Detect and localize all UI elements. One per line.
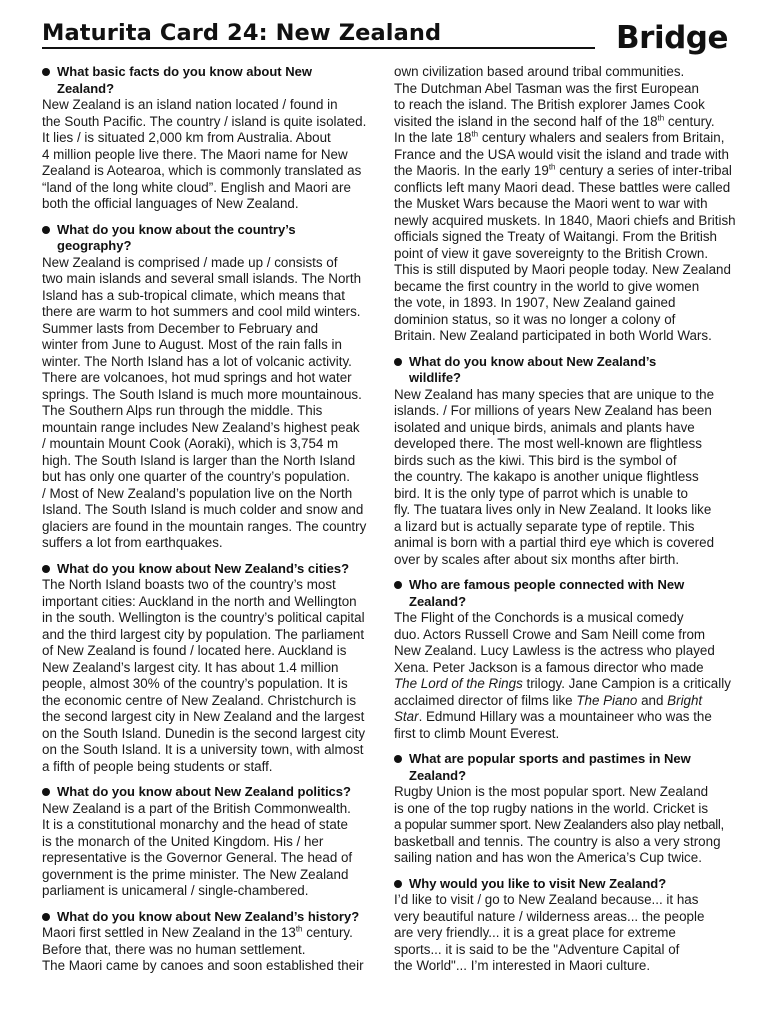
question-text: What basic facts do you know about New — [57, 64, 312, 79]
text-line: Rugby Union is the most popular sport. New Zealand — [394, 784, 709, 799]
text-line: New Zealand. Lucy Lawless is the actress who played — [394, 643, 715, 658]
text-line: This is still disputed by Maori people today. New Zealand — [394, 262, 731, 277]
question-basic-facts — [42, 64, 376, 97]
right-column — [394, 64, 736, 975]
answer-visit — [394, 892, 730, 975]
question-text: Zealand? — [57, 80, 115, 96]
text-line: Island has a sub-tropical climate, which means that — [42, 287, 345, 303]
bullet-icon — [42, 788, 50, 796]
text-line — [394, 676, 730, 693]
question-text: What do you know about New Zealand’s — [409, 353, 657, 369]
text-line: birds such as the kiwi. This bird is the symbol of — [394, 452, 677, 468]
text-line: own civilization based around tribal communities. — [394, 64, 685, 79]
text-line: the economic centre of New Zealand. Christchurch is — [42, 692, 357, 708]
question-famous-people — [394, 577, 730, 610]
question-cities — [42, 561, 376, 578]
text-line: sailing nation and has won the America’s Cup twice. — [394, 850, 702, 865]
text-line: Xena. Peter Jackson is a famous director who made — [394, 659, 704, 675]
text-line: winter from June to August. Most of the rain falls in — [42, 337, 342, 352]
text-line — [42, 925, 376, 942]
left-column — [42, 64, 376, 975]
text-line: th — [471, 129, 479, 139]
card-header — [42, 16, 728, 60]
text-line: parliament is unicameral / single-chambered. — [42, 883, 309, 898]
answer-politics — [42, 801, 376, 900]
text-line: / mountain Mount Cook (Aoraki), which is 3,754 m — [42, 436, 339, 451]
question-visit — [394, 876, 730, 893]
bullet-icon — [394, 880, 402, 888]
text-line: The Maori came by canoes and soon established their — [42, 958, 364, 973]
question-wildlife — [394, 354, 730, 387]
text-line: of New Zealand is found / located here. Auckland is — [42, 643, 347, 658]
text-line: Before that, there was no human settlement. — [42, 941, 306, 957]
text-line: suffers a lot from earthquakes. — [42, 535, 223, 550]
question-geography — [42, 222, 376, 255]
text-line: It is a constitutional monarchy and the head of state — [42, 817, 348, 832]
text-line: people, almost 30% of the country’s population. It is — [42, 676, 348, 691]
text-line: developed there. The most well-known are flightless — [394, 436, 702, 451]
text-line: The Southern Alps run through the middle. This — [42, 403, 323, 418]
answer-famous-people — [394, 610, 730, 742]
text-line: islands. / For millions of years New Zealand has been — [394, 403, 712, 418]
bullet-icon — [394, 358, 402, 366]
text-line: New Zealand has many species that are unique to the — [394, 386, 715, 402]
text-line: are very friendly... it is a great place for extreme — [394, 925, 676, 940]
answer-basic-facts — [42, 97, 376, 213]
answer-wildlife — [394, 387, 730, 569]
text-line: century a series of inter-tribal — [555, 163, 732, 178]
answer-history-start — [42, 925, 376, 975]
question-text: wildlife? — [409, 370, 461, 385]
text-line: glaciers are found in the mountain ranges. The country — [42, 518, 367, 534]
text-line — [394, 709, 730, 726]
question-text: What do you know about New Zealand’s cities? — [57, 560, 350, 576]
answer-cities — [42, 577, 376, 775]
text-line — [394, 130, 730, 147]
question-history — [42, 909, 376, 926]
text-line: officials signed the Treaty of Waitangi. From the British — [394, 229, 718, 244]
text-line: point of view it gave sovereignty to the British Crown. — [394, 245, 709, 261]
text-line: th — [657, 113, 665, 123]
text-line: century. — [302, 925, 353, 940]
text-line: In the late 18 — [394, 130, 472, 145]
text-line: important cities: Auckland in the north and Wellington — [42, 593, 357, 609]
text-line — [394, 114, 730, 131]
text-line — [394, 693, 730, 710]
text-line: on the South Island. Dunedin is the second largest city — [42, 725, 366, 741]
text-line: “land of the long white cloud”. English and Maori are — [42, 179, 351, 195]
text-line: Bright — [667, 692, 703, 708]
text-line: is the monarch of the United Kingdom. His / her — [42, 833, 324, 849]
text-line: The Flight of the Conchords is a musical comedy — [394, 610, 684, 625]
question-text: Why would you like to visit New Zealand? — [409, 875, 667, 891]
answer-history-continued — [394, 64, 736, 345]
text-line: Island. The South Island is much colder and snow and — [42, 502, 364, 517]
text-line: New Zealand is comprised / made up / consists of — [42, 254, 338, 270]
text-line: winter. The North Island has a lot of volcanic activity. — [42, 353, 352, 369]
bullet-icon — [42, 913, 50, 921]
text-line: bird. It is the only type of parrot which is unable to — [394, 485, 689, 501]
question-text: What are popular sports and pastimes in New — [409, 751, 691, 766]
text-line: became the first country in the world to give women — [394, 278, 700, 294]
text-line: The Piano — [576, 692, 638, 708]
question-text: geography? — [57, 238, 132, 253]
text-line: isolated and unique birds, animals and plants have — [394, 419, 695, 435]
title-underline — [42, 47, 595, 49]
text-line: very beautiful nature / wilderness areas... the people — [394, 908, 705, 924]
text-line: on the South Island. It is a university town, with almost — [42, 742, 364, 757]
text-line: There are volcanoes, hot mud springs and hot water — [42, 370, 352, 385]
text-line: The North Island boasts two of the country’s most — [42, 577, 336, 592]
brand-logo: Bridge — [616, 20, 728, 56]
text-line: a fifth of people being students or staff. — [42, 758, 273, 774]
text-line: the second largest city in New Zealand and the largest — [42, 709, 365, 724]
text-line: conflicts left many Maori dead. These battles were called — [394, 179, 731, 195]
text-line: animal is born with a partial third eye which is covered — [394, 535, 715, 550]
text-line: is one of the top rugby nations in the world. Cricket is — [394, 800, 709, 816]
question-text: Zealand? — [409, 593, 467, 609]
question-text: What do you know about New Zealand politics? — [57, 784, 351, 799]
text-line: Summer lasts from December to February and — [42, 320, 319, 336]
text-line: first to climb Mount Everest. — [394, 725, 560, 741]
text-line: government is the prime minister. The New Zealand — [42, 866, 349, 882]
text-line: the Maoris. In the early 19 — [394, 163, 549, 178]
text-line: over by scales after about six months after birth. — [394, 551, 680, 567]
text-line: It lies / is situated 2,000 km from Australia. About — [42, 130, 331, 145]
text-line: representative is the Governor General. The head of — [42, 850, 353, 865]
text-line: sports... it is said to be the "Adventure Capital of — [394, 941, 680, 957]
text-line: high. The South Island is larger than the North Island — [42, 452, 356, 468]
text-line: century. — [664, 113, 715, 129]
question-text: Zealand? — [409, 767, 467, 783]
text-line: New Zealand is a part of the British Commonwealth. — [42, 800, 351, 816]
text-line — [394, 163, 730, 180]
text-line: 4 million people live there. The Maori name for New — [42, 146, 348, 162]
text-line: the World"... I’m interested in Maori culture. — [394, 958, 651, 973]
text-line: the Musket Wars because the Maori went to war with — [394, 196, 708, 211]
page-title: Maturita Card 24: New Zealand — [42, 20, 442, 46]
question-text: Who are famous people connected with New — [409, 577, 685, 592]
answer-geography — [42, 255, 376, 552]
text-line: two main islands and several small islands. The North — [42, 271, 362, 286]
text-line: The Dutchman Abel Tasman was the first European — [394, 80, 699, 96]
text-line: Zealand is Aotearoa, which is commonly translated as — [42, 163, 362, 178]
question-sports — [394, 751, 730, 784]
text-line: / Most of New Zealand’s population live on the North — [42, 485, 353, 501]
text-line: in the south. Wellington is the country’s political capital — [42, 610, 365, 625]
bullet-icon — [42, 68, 50, 76]
text-line: Maori first settled in New Zealand in the 13 — [42, 925, 296, 940]
text-line: mountain range includes New Zealand’s highest peak — [42, 419, 360, 435]
text-line: th — [548, 162, 556, 172]
text-line: fly. The tuatara lives only in New Zealand. It looks like — [394, 502, 712, 517]
text-line: visited the island in the second half of the 18 — [394, 113, 658, 129]
text-line: basketball and tennis. The country is also a very strong — [394, 833, 721, 849]
text-line: Star — [394, 709, 419, 724]
text-line: New Zealand is an island nation located / found in — [42, 97, 338, 112]
text-line: duo. Actors Russell Crowe and Sam Neill come from — [394, 626, 706, 642]
text-line: newly acquired muskets. In 1840, Maori chiefs and British — [394, 212, 736, 228]
text-line: century whalers and sealers from Britain, — [478, 130, 725, 145]
bullet-icon — [394, 755, 402, 763]
text-line: trilogy. Jane Campion is a critically — [522, 676, 731, 691]
text-line: the country. The kakapo is another unique flightless — [394, 469, 699, 484]
text-line: and the third largest city by population. The parliament — [42, 626, 365, 642]
bullet-icon — [42, 565, 50, 573]
text-line: there are warm to hot summers and cool mild winters. — [42, 304, 361, 319]
text-line: The Lord of the Rings — [394, 676, 523, 691]
text-line: and — [637, 692, 668, 708]
text-line: I’d like to visit / go to New Zealand because... it has — [394, 892, 699, 907]
text-line: . Edmund Hillary was a mountaineer who was the — [418, 709, 712, 724]
text-line: both the official languages of New Zealand. — [42, 196, 299, 211]
text-line: the South Pacific. The country / island is quite isolated. — [42, 113, 367, 129]
text-line: a popular summer sport. New Zealanders also play netball, — [394, 817, 724, 832]
question-politics — [42, 784, 376, 801]
text-line: France and the USA would visit the island and trade with — [394, 146, 729, 162]
text-line: the vote, in 1893. In 1907, New Zealand gained — [394, 295, 676, 310]
bullet-icon — [394, 581, 402, 589]
question-text: What do you know about the country’s — [57, 221, 296, 237]
text-line: acclaimed director of films like — [394, 692, 577, 708]
text-line: springs. The South Island is much more mountainous. — [42, 386, 362, 402]
text-line: a lizard but is actually separate type of reptile. This — [394, 518, 695, 534]
answer-sports — [394, 784, 730, 867]
bullet-icon — [42, 226, 50, 234]
text-line: but has only one quarter of the country’s population. — [42, 469, 350, 484]
text-line: to reach the island. The British explorer James Cook — [394, 97, 705, 112]
text-line: New Zealand’s largest city. It has about 1.4 million — [42, 659, 339, 675]
text-line: Britain. New Zealand participated in both World Wars. — [394, 328, 712, 343]
text-line: dominion status, so it was no longer a colony of — [394, 311, 676, 327]
text-line: th — [295, 924, 303, 934]
question-text: What do you know about New Zealand’s history? — [57, 908, 360, 924]
